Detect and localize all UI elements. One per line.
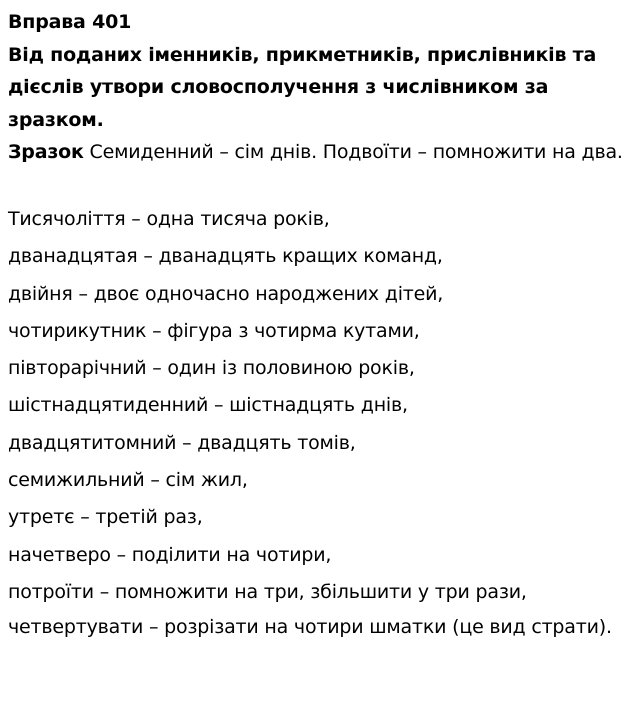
answer-item: потроїти – помножити на три, збільшити у три рази, bbox=[8, 580, 527, 603]
sample-text: Семиденний – сім днів. Подвоїти – помножити на два. bbox=[83, 141, 623, 163]
answer-item: півторарічний – один із половиною років, bbox=[8, 357, 415, 380]
exercise-task: Від поданих іменників, прикметників, прислівників та дієслів утвори словосполучення з числівником за зразком. bbox=[8, 43, 597, 131]
exercise-sample bbox=[8, 136, 625, 169]
answer-item: утретє – третій раз, bbox=[8, 506, 203, 529]
answer-item: чотирикутник – фігура з чотирма кутами, bbox=[8, 319, 420, 342]
answer-item: двадцятитомний – двадцять томів, bbox=[8, 431, 356, 454]
exercise-page bbox=[8, 6, 625, 644]
exercise-title: Вправа 401 bbox=[8, 11, 132, 33]
answer-item: двійня – двоє одночасно народжених дітей, bbox=[8, 282, 444, 305]
answer-item: шістнадцятиденний – шістнадцять днів, bbox=[8, 394, 408, 417]
answer-item: дванадцятая – дванадцять кращих команд, bbox=[8, 245, 443, 268]
sample-label: Зразок bbox=[8, 141, 84, 163]
answer-list bbox=[8, 201, 625, 644]
answer-item: Тисячоліття – одна тисяча років, bbox=[8, 208, 330, 230]
blank-line bbox=[8, 169, 625, 202]
answer-item: четвертувати – розрізати на чотири шматки (це вид страти). bbox=[8, 616, 612, 639]
answer-item: начетверо – поділити на чотири, bbox=[8, 543, 332, 566]
answer-item: семижильний – сім жил, bbox=[8, 469, 248, 492]
